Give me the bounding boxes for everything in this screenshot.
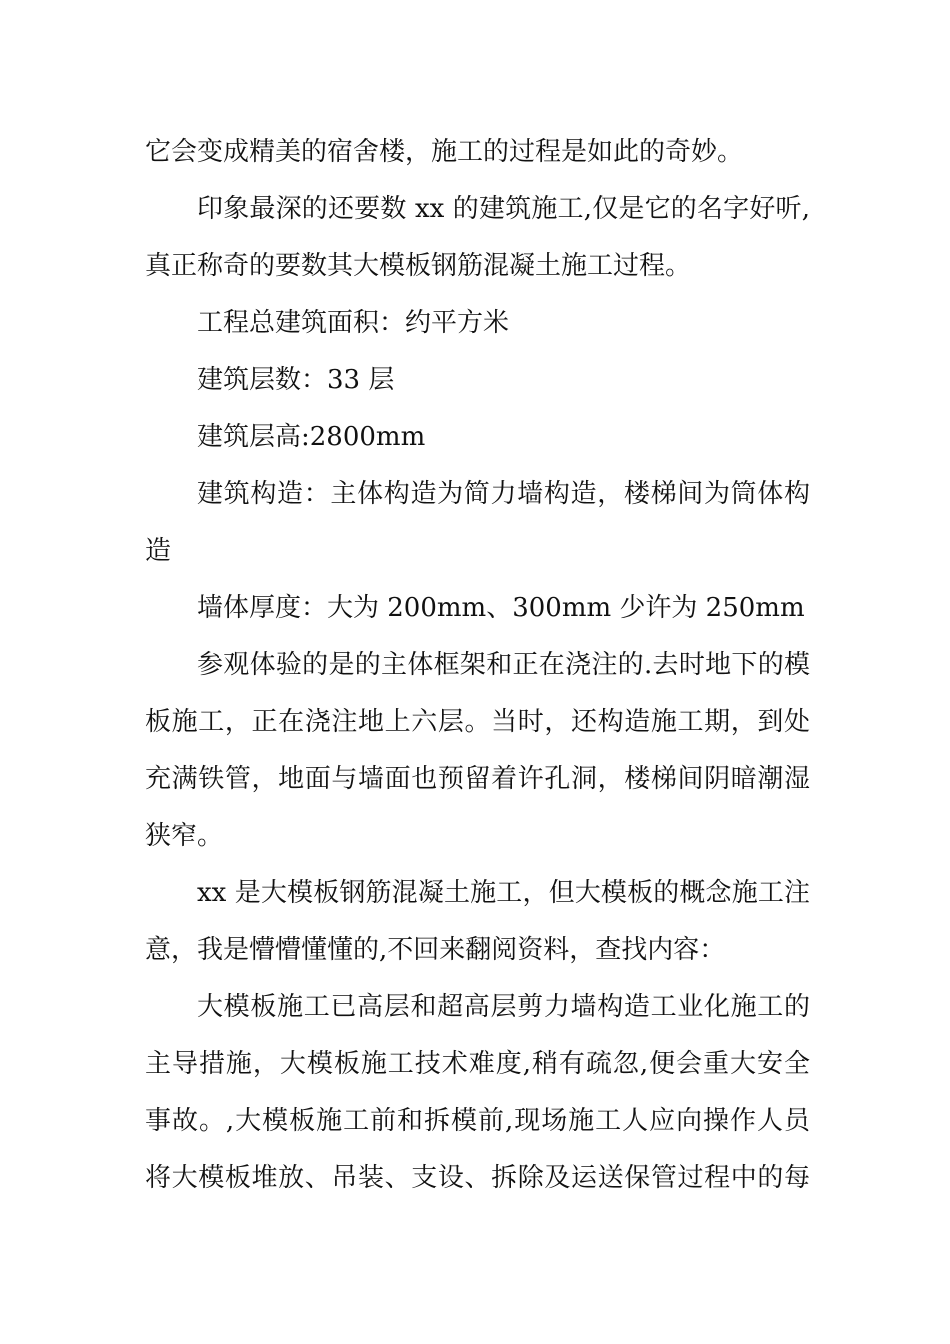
text-line: 事故。,大模板施工前和拆模前,现场施工人应向操作人员 bbox=[145, 1106, 810, 1136]
text-line: 墙体厚度：大为 200mm、300mm 少许为 250mm bbox=[197, 593, 805, 623]
text-line: 印象最深的还要数 xx 的建筑施工,仅是它的名字好听, bbox=[197, 194, 810, 224]
text-line: 它会变成精美的宿舍楼，施工的过程是如此的奇妙。 bbox=[145, 137, 744, 167]
text-line: 建筑层高:2800mm bbox=[197, 422, 426, 452]
text-line: 狭窄。 bbox=[145, 821, 224, 851]
text-line: xx 是大模板钢筋混凝土施工，但大模板的概念施工注 bbox=[197, 878, 810, 908]
text-line: 板施工，正在浇注地上六层。当时，还构造施工期，到处 bbox=[145, 707, 810, 737]
text-line: 建筑构造：主体构造为简力墙构造，楼梯间为筒体构 bbox=[197, 479, 810, 509]
text-line: 意，我是懵懵懂懂的,不回来翻阅资料，查找内容： bbox=[145, 935, 726, 965]
text-line: 大模板施工已高层和超高层剪力墙构造工业化施工的 bbox=[197, 992, 810, 1022]
text-line: 参观体验的是的主体框架和正在浇注的.去时地下的模 bbox=[197, 650, 810, 680]
text-line: 充满铁管，地面与墙面也预留着许孔洞，楼梯间阴暗潮湿 bbox=[145, 764, 810, 794]
text-line: 造 bbox=[145, 536, 172, 566]
text-line: 建筑层数：33 层 bbox=[197, 365, 395, 395]
text-line: 工程总建筑面积：约平方米 bbox=[197, 308, 510, 338]
text-line: 真正称奇的要数其大模板钢筋混凝土施工过程。 bbox=[145, 251, 692, 281]
text-line: 主导措施，大模板施工技术难度,稍有疏忽,便会重大安全 bbox=[145, 1049, 810, 1079]
text-line: 将大模板堆放、吊装、支设、拆除及运送保管过程中的每 bbox=[145, 1163, 810, 1193]
